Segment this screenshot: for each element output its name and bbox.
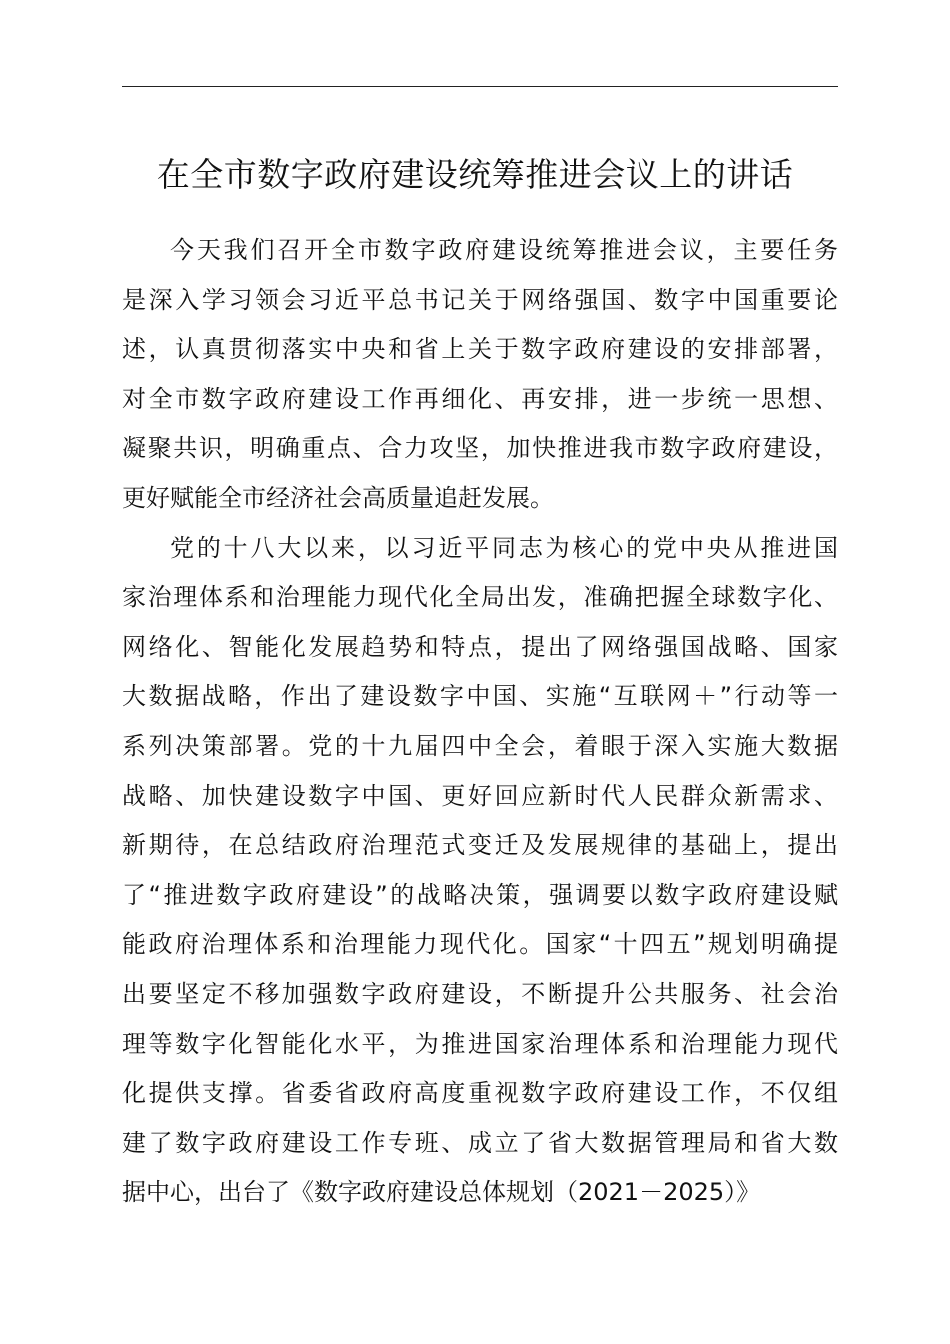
paragraph-2 bbox=[122, 524, 842, 1218]
text-line: 能政府治理体系和治理能力现代化。国家“十四五”规划明确提 bbox=[122, 930, 838, 959]
text-line: 了“推进数字政府建设”的战略决策，强调要以数字政府建设赋 bbox=[122, 880, 838, 909]
text-line: 更好赋能全市经济社会高质量追赶发展。 bbox=[122, 483, 554, 512]
text-line: 党的十八大以来，以习近平同志为核心的党中央从推进国 bbox=[170, 533, 838, 562]
text-line: 建了数字政府建设工作专班、成立了省大数据管理局和省大数 bbox=[122, 1128, 838, 1157]
text-line: 大数据战略，作出了建设数字中国、实施“互联网＋”行动等一 bbox=[122, 682, 838, 711]
text-line: 新期待，在总结政府治理范式变迁及发展规律的基础上，提出 bbox=[122, 831, 838, 860]
header-rule bbox=[122, 86, 838, 87]
text-line: 述，认真贯彻落实中央和省上关于数字政府建设的安排部署， bbox=[122, 335, 838, 364]
document-body bbox=[122, 226, 842, 1218]
text-line: 凝聚共识，明确重点、合力攻坚，加快推进我市数字政府建设， bbox=[122, 434, 838, 463]
text-line: 系列决策部署。党的十九届四中全会，着眼于深入实施大数据 bbox=[122, 731, 838, 760]
text-line: 据中心，出台了《数字政府建设总体规划（2021－2025）》 bbox=[122, 1178, 761, 1207]
text-line: 家治理体系和治理能力现代化全局出发，准确把握全球数字化、 bbox=[122, 583, 838, 612]
text-line: 是深入学习领会习近平总书记关于网络强国、数字中国重要论 bbox=[122, 285, 838, 314]
text-line: 对全市数字政府建设工作再细化、再安排，进一步统一思想、 bbox=[122, 384, 838, 413]
text-line: 理等数字化智能化水平，为推进国家治理体系和治理能力现代 bbox=[122, 1029, 838, 1058]
document-title: 在全市数字政府建设统筹推进会议上的讲话 bbox=[156, 155, 794, 194]
text-line: 化提供支撑。省委省政府高度重视数字政府建设工作，不仅组 bbox=[122, 1079, 838, 1108]
text-line: 今天我们召开全市数字政府建设统筹推进会议，主要任务 bbox=[170, 236, 838, 264]
text-line: 出要坚定不移加强数字政府建设，不断提升公共服务、社会治 bbox=[122, 979, 838, 1008]
text-line: 网络化、智能化发展趋势和特点，提出了网络强国战略、国家 bbox=[122, 632, 838, 661]
paragraph-1 bbox=[122, 226, 842, 524]
text-line: 战略、加快建设数字中国、更好回应新时代人民群众新需求、 bbox=[122, 781, 838, 810]
